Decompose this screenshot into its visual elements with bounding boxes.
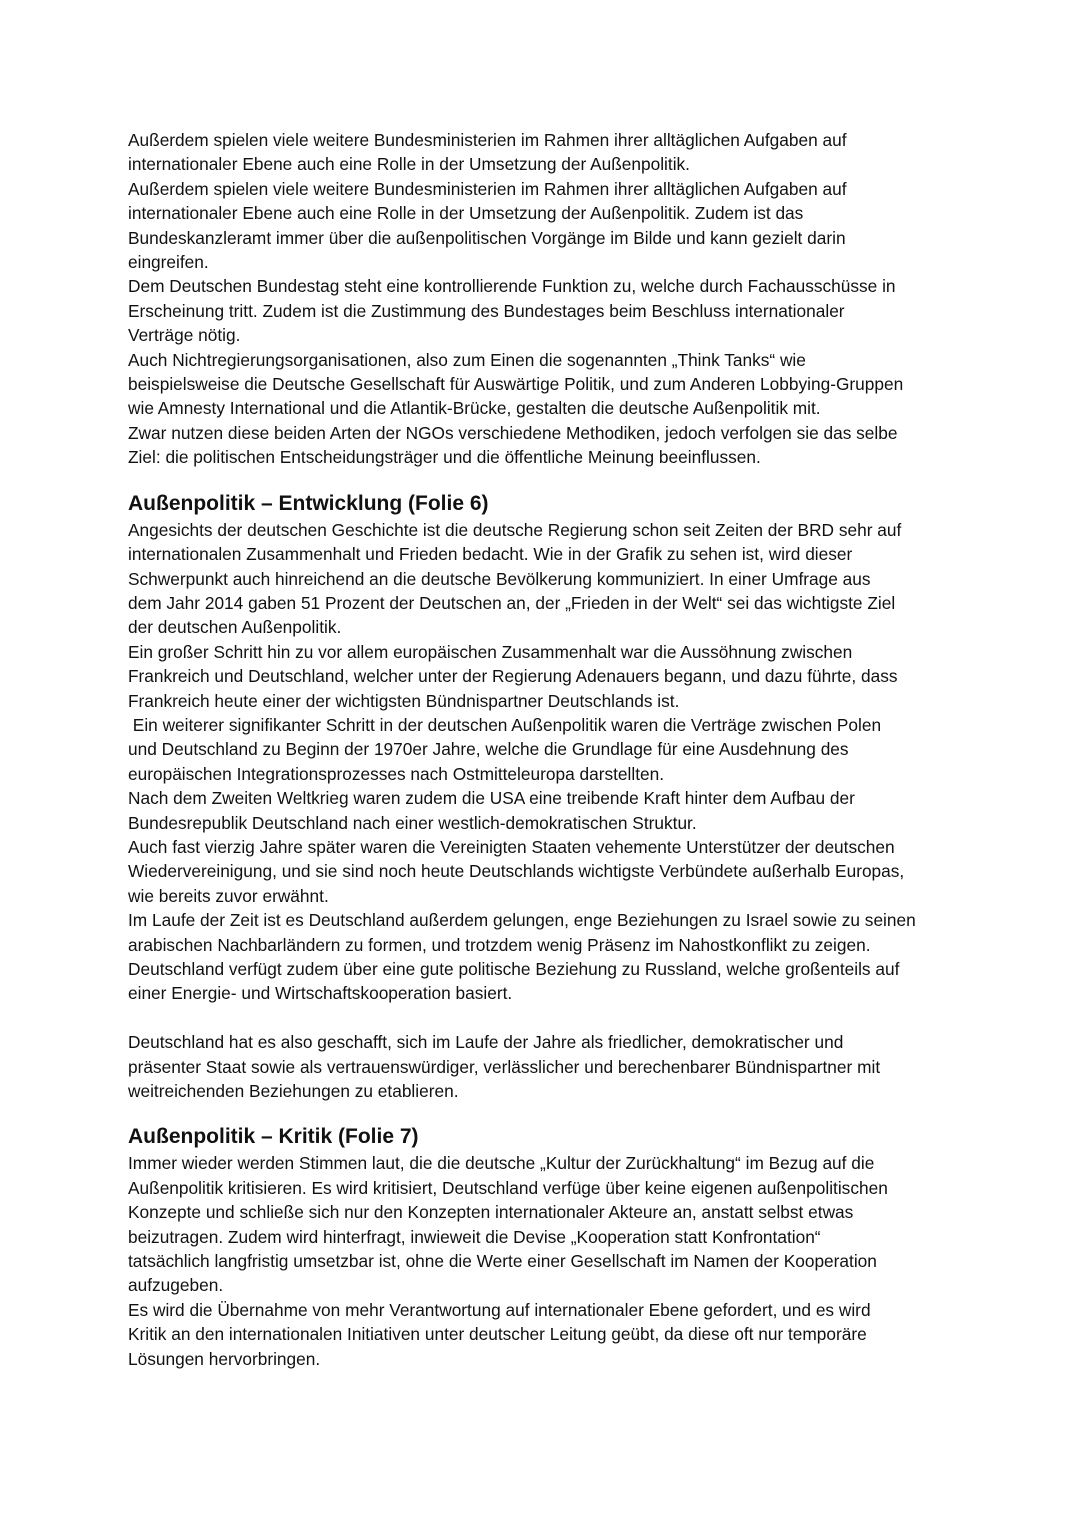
section-kritik bbox=[128, 1123, 958, 1371]
text-line: Zwar nutzen diese beiden Arten der NGOs verschiedene Methodiken, jedoch verfolgen sie das selbe bbox=[128, 422, 898, 443]
text-line: arabischen Nachbarländern zu formen, und trotzdem wenig Präsenz im Nahostkonflikt zu zeigen. bbox=[128, 934, 871, 955]
text-line: europäischen Integrationsprozesses nach Ostmitteleuropa darstellten. bbox=[128, 763, 665, 784]
text-line: wie Amnesty International und die Atlantik-Brücke, gestalten die deutsche Außenpolitik mit. bbox=[128, 398, 821, 419]
text-line: Es wird die Übernahme von mehr Verantwortung auf internationaler Ebene gefordert, und es wird bbox=[128, 1299, 871, 1320]
section-spacer bbox=[128, 1103, 958, 1123]
section1-paragraph-6 bbox=[128, 908, 958, 957]
text-line: internationaler Ebene auch eine Rolle in der Umsetzung der Außenpolitik. Zudem ist das bbox=[128, 203, 804, 224]
section1-paragraph-2 bbox=[128, 640, 958, 713]
text-line: Deutschland verfügt zudem über eine gute politische Beziehung zu Russland, welche großenteils auf bbox=[128, 959, 900, 979]
intro-paragraph-4 bbox=[128, 348, 958, 421]
section1-paragraph-5 bbox=[128, 835, 958, 908]
text-line: und Deutschland zu Beginn der 1970er Jahre, welche die Grundlage für eine Ausdehnung des bbox=[128, 739, 849, 760]
text-line: Konzepte und schließe sich nur den Konzepten internationaler Akteure an, anstatt selbst etwas bbox=[128, 1202, 854, 1223]
text-line: präsenter Staat sowie als vertrauenswürdiger, verlässlicher und berechenbarer Bündnispartner mit bbox=[128, 1056, 881, 1077]
section1-paragraph-1 bbox=[128, 518, 958, 640]
text-line: Außenpolitik kritisieren. Es wird kritisiert, Deutschland verfüge über keine eigenen außenpolitischen bbox=[128, 1177, 888, 1198]
text-line: Außerdem spielen viele weitere Bundesministerien im Rahmen ihrer alltäglichen Aufgaben auf bbox=[128, 178, 847, 199]
text-line: Auch Nichtregierungsorganisationen, also zum Einen die sogenannten „Think Tanks“ wie bbox=[128, 349, 806, 370]
section1-paragraph-3 bbox=[128, 713, 958, 786]
text-line: wie bereits zuvor erwähnt. bbox=[128, 885, 329, 906]
section-heading: Außenpolitik – Entwicklung (Folie 6) bbox=[128, 491, 489, 515]
text-line: Verträge nötig. bbox=[128, 325, 241, 346]
section2-paragraph-2 bbox=[128, 1298, 958, 1371]
text-line: Deutschland hat es also geschafft, sich im Laufe der Jahre als friedlicher, demokratischer und bbox=[128, 1032, 844, 1053]
text-line: Dem Deutschen Bundestag steht eine kontrollierende Funktion zu, welche durch Fachausschüsse in bbox=[128, 276, 896, 297]
text-line: Bundeskanzleramt immer über die außenpolitischen Vorgänge im Bilde und kann gezielt darin bbox=[128, 227, 846, 248]
text-line: einer Energie- und Wirtschaftskooperation basiert. bbox=[128, 983, 513, 1004]
text-line: Frankreich heute einer der wichtigsten Bündnispartner Deutschlands ist. bbox=[128, 690, 680, 711]
section2-paragraph-1 bbox=[128, 1151, 958, 1297]
section1-paragraph-4 bbox=[128, 786, 958, 835]
text-line: Erscheinung tritt. Zudem ist die Zustimmung des Bundestages beim Beschluss internationaler bbox=[128, 300, 845, 321]
text-line: Immer wieder werden Stimmen laut, die die deutsche „Kultur der Zurückhaltung“ im Bezug auf die bbox=[128, 1153, 875, 1174]
intro-paragraph-1 bbox=[128, 128, 958, 177]
text-line: Wiedervereinigung, und sie sind noch heute Deutschlands wichtigste Verbündete außerhalb Europas, bbox=[128, 861, 905, 882]
text-line: beispielsweise die Deutsche Gesellschaft für Auswärtige Politik, und zum Anderen Lobbying-Gruppen bbox=[128, 374, 904, 395]
text-line: internationaler Ebene auch eine Rolle in der Umsetzung der Außenpolitik. bbox=[128, 154, 690, 175]
text-line: Außerdem spielen viele weitere Bundesministerien im Rahmen ihrer alltäglichen Aufgaben auf bbox=[128, 130, 847, 150]
text-line: tatsächlich langfristig umsetzbar ist, ohne die Werte einer Gesellschaft im Namen der Kooperation bbox=[128, 1251, 877, 1272]
section-spacer bbox=[128, 470, 958, 490]
text-line: Kritik an den internationalen Initiativen unter deutscher Leitung geübt, da diese oft nur temporäre bbox=[128, 1324, 867, 1345]
text-line: internationalen Zusammenhalt und Frieden bedacht. Wie in der Grafik zu sehen ist, wird dieser bbox=[128, 544, 853, 565]
text-line: dem Jahr 2014 gaben 51 Prozent der Deutschen an, der „Frieden in der Welt“ sei das wichtigste Ziel bbox=[128, 592, 896, 613]
text-line: Im Laufe der Zeit ist es Deutschland außerdem gelungen, enge Beziehungen zu Israel sowie zu seinen bbox=[128, 910, 916, 931]
text-line: beizutragen. Zudem wird hinterfragt, inwieweit die Devise „Kooperation statt Konfrontation“ bbox=[128, 1226, 821, 1247]
text-line: Ein großer Schritt hin zu vor allem europäischen Zusammenhalt war die Aussöhnung zwischen bbox=[128, 641, 853, 662]
text-line: Angesichts der deutschen Geschichte ist die deutsche Regierung schon seit Zeiten der BRD sehr auf bbox=[128, 519, 902, 540]
text-line: Auch fast vierzig Jahre später waren die Vereinigten Staaten vehemente Unterstützer der deutschen bbox=[128, 836, 895, 857]
text-line: Nach dem Zweiten Weltkrieg waren zudem die USA eine treibende Kraft hinter dem Aufbau der bbox=[128, 788, 855, 809]
document-page bbox=[128, 128, 958, 1371]
intro-section bbox=[128, 128, 958, 470]
text-line: Ein weiterer signifikanter Schritt in der deutschen Außenpolitik waren die Verträge zwischen Polen bbox=[128, 714, 882, 735]
text-line: weitreichenden Beziehungen zu etablieren. bbox=[128, 1081, 459, 1102]
intro-paragraph-5 bbox=[128, 421, 958, 470]
text-line: Bundesrepublik Deutschland nach einer westlich-demokratischen Struktur. bbox=[128, 812, 697, 833]
text-line: Schwerpunkt auch hinreichend an die deutsche Bevölkerung kommuniziert. In einer Umfrage aus bbox=[128, 568, 871, 589]
intro-paragraph-2 bbox=[128, 177, 958, 275]
section-heading: Außenpolitik – Kritik (Folie 7) bbox=[128, 1125, 419, 1149]
text-line: der deutschen Außenpolitik. bbox=[128, 617, 342, 638]
text-line: eingreifen. bbox=[128, 252, 209, 273]
section-entwicklung bbox=[128, 490, 958, 1104]
text-line: aufzugeben. bbox=[128, 1275, 224, 1296]
section1-paragraph-7 bbox=[128, 957, 958, 1006]
blank-line bbox=[128, 1006, 958, 1030]
text-line: Frankreich und Deutschland, welcher unter der Regierung Adenauers begann, und dazu führte, dass bbox=[128, 666, 898, 687]
text-line: Lösungen hervorbringen. bbox=[128, 1348, 321, 1369]
intro-paragraph-3 bbox=[128, 274, 958, 347]
text-line: Ziel: die politischen Entscheidungsträger und die öffentliche Meinung beeinflussen. bbox=[128, 447, 761, 468]
section1-conclusion bbox=[128, 1030, 958, 1103]
